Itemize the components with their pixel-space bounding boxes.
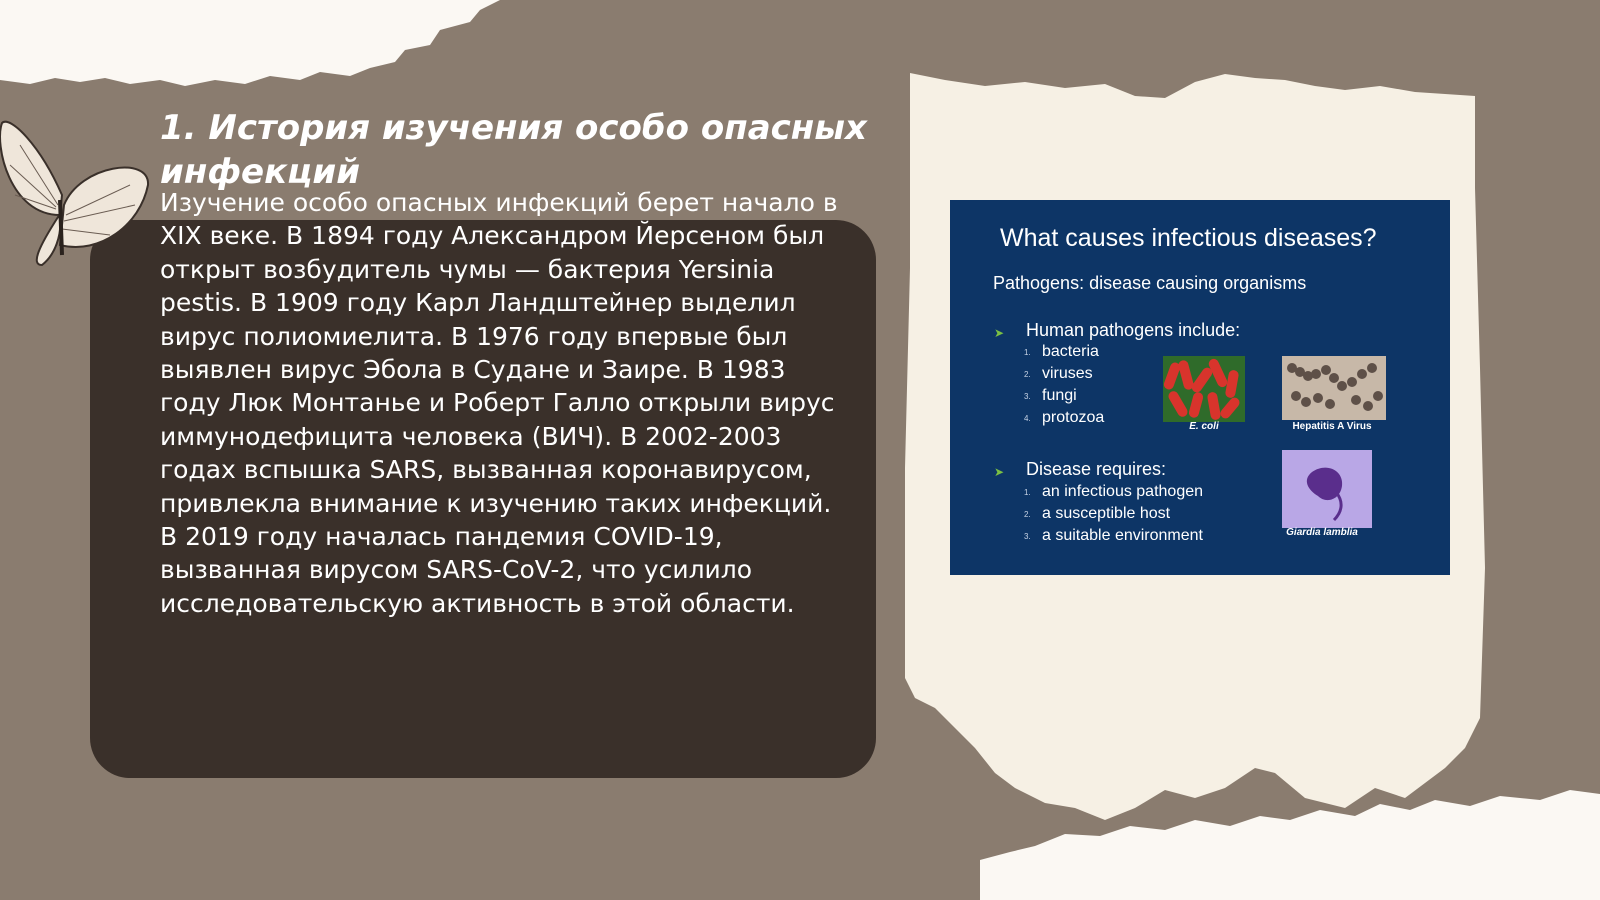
list-item: protozoa	[1042, 409, 1105, 426]
list-number: 2.	[1024, 370, 1031, 379]
list-number: 1.	[1024, 348, 1031, 357]
inner-slide-title: What causes infectious diseases?	[1000, 224, 1377, 252]
ecoli-micrograph-icon	[1163, 356, 1245, 422]
image-caption: Giardia lamblia	[1286, 527, 1358, 538]
infectious-diseases-slide	[950, 200, 1450, 575]
list-number: 4.	[1024, 414, 1031, 423]
list-item: an infectious pathogen	[1042, 483, 1204, 500]
list-item: a suitable environment	[1042, 527, 1203, 544]
arrow-bullet-icon: ➤	[994, 465, 1005, 479]
butterfly-icon	[0, 105, 160, 275]
image-caption: Hepatitis A Virus	[1292, 421, 1372, 432]
list-number: 2.	[1024, 510, 1031, 519]
list-number: 3.	[1024, 392, 1031, 401]
image-caption: E. coli	[1189, 421, 1219, 432]
pathogens-heading: Human pathogens include:	[1026, 320, 1241, 340]
list-item: viruses	[1042, 365, 1093, 382]
slide-body-text: Изучение особо опасных инфекций берет начало в XIX веке. В 1894 году Александром Йерсеном был открыт возбудитель чумы — бактерия Yersinia pestis. В 1909 году Карл Ландштейнер выделил вирус полиомиелита. В 1976 году впервые был выявлен вирус Эбола в Судане и Заире. В 1983 году Люк Монтанье и Роберт Галло открыли вирус иммунодефицита человека (ВИЧ). В 2002-2003 годах вспышка SARS, вызванная коронавирусом, привлекла внимание к изучению таких инфекций. В 2019 году началась пандемия COVID-19, вызванная вирусом SARS-CoV-2, что усилило исследовательскую активность в этой области.	[160, 188, 838, 618]
list-number: 1.	[1024, 488, 1031, 497]
inner-slide-subtitle: Pathogens: disease causing organisms	[993, 273, 1307, 293]
list-item: fungi	[1042, 387, 1077, 404]
disease-requires-heading: Disease requires:	[1026, 459, 1167, 479]
list-number: 3.	[1024, 532, 1031, 541]
torn-paper-top-left	[0, 0, 560, 110]
slide-title: 1. История изучения особо опасных инфекций	[160, 108, 867, 192]
list-item: a susceptible host	[1042, 505, 1171, 522]
arrow-bullet-icon: ➤	[994, 326, 1005, 340]
list-item: bacteria	[1042, 343, 1099, 360]
hepatitis-a-micrograph-icon	[1282, 356, 1386, 420]
giardia-micrograph-icon	[1282, 450, 1372, 528]
